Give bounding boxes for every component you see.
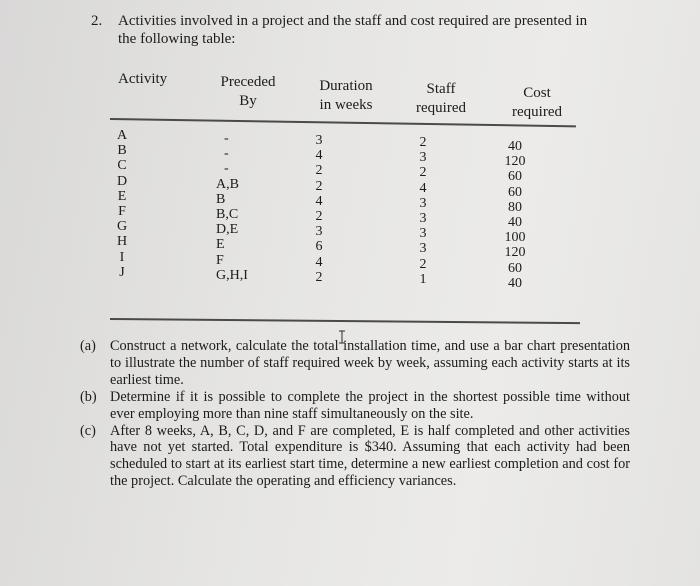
cost-cell: 60	[508, 184, 522, 200]
header-staff-line1: Staff	[426, 81, 456, 97]
cost-cell: 100	[504, 230, 526, 246]
header-preceded-by-line1: Preceded	[220, 74, 276, 90]
preceded-by-cell: -	[224, 131, 229, 146]
duration-cell: 3	[315, 224, 323, 240]
activity-cell: A	[116, 128, 128, 143]
activity-cell: J	[119, 264, 125, 280]
preceded-by-cell: G,H,I	[216, 267, 248, 283]
duration-cell: 4	[315, 254, 323, 270]
header-duration	[310, 77, 382, 115]
header-activity: Activity	[118, 71, 168, 87]
preceded-by-cell: A,B	[216, 176, 239, 192]
staff-cell: 2	[419, 135, 427, 150]
preceded-by-cell: D,E	[216, 222, 239, 238]
activity-cell: H	[116, 234, 128, 250]
header-staff-line2: required	[416, 100, 466, 116]
header-cost-line1: Cost	[523, 85, 551, 101]
part-c-label: (c)	[80, 422, 96, 439]
duration-cell: 6	[315, 239, 323, 255]
cost-cell: 40	[508, 275, 522, 291]
staff-cell: 1	[419, 271, 427, 287]
cost-cell: 80	[508, 199, 522, 215]
part-c	[80, 423, 630, 491]
duration-cell: 4	[315, 148, 323, 164]
preceded-by-cell: B	[216, 191, 226, 207]
part-a-text: Construct a network, calculate the total installation time, and use a bar chart presentation to illustrate the number of staff required week by week, assuming each activity starts at its earliest time.	[110, 338, 630, 388]
part-b-label: (b)	[80, 388, 97, 405]
cost-cell: 120	[504, 154, 526, 170]
duration-cell: 2	[315, 208, 323, 224]
activity-cell: G	[116, 219, 128, 235]
activity-cell: D	[116, 173, 128, 189]
part-b	[80, 389, 630, 423]
header-preceded-by	[212, 73, 284, 111]
cost-cell: 60	[508, 169, 522, 185]
preceded-by-cell: -	[224, 146, 229, 162]
header-staff	[406, 80, 476, 118]
question-parts	[80, 338, 630, 490]
duration-cell: 2	[315, 163, 323, 179]
activity-column	[110, 128, 134, 280]
staff-cell: 4	[419, 180, 427, 196]
cost-cell: 120	[504, 245, 526, 261]
table-footer-rule	[110, 318, 580, 324]
cost-cell: 40	[508, 214, 522, 230]
header-cost	[502, 84, 572, 122]
activity-cell: I	[119, 249, 125, 265]
part-b-text: Determine if it is possible to complete the project in the shortest possible time without ever employing more than nine staff simultaneously on the site.	[110, 388, 630, 422]
part-c-text: After 8 weeks, A, B, C, D, and F are completed, E is half completed and other activities have not yet started. Total expenditure is $340. Assuming that each activity had been scheduled to start at its earliest start time, determine a new earliest completion and cost for the project. Calculate the operating and efficiency variances.	[110, 422, 630, 490]
part-a	[80, 338, 630, 389]
preceded-by-column	[216, 131, 286, 283]
cost-cell: 40	[508, 139, 522, 154]
staff-cell: 3	[419, 210, 427, 226]
staff-cell: 3	[419, 226, 427, 242]
duration-column	[308, 133, 330, 285]
duration-cell: 4	[315, 193, 323, 209]
part-a-label: (a)	[80, 338, 96, 354]
activity-cell: C	[117, 158, 127, 174]
cost-column	[498, 139, 532, 291]
duration-cell: 2	[315, 178, 323, 194]
question-intro-line2: the following table:	[118, 31, 236, 47]
staff-cell: 3	[419, 195, 427, 211]
activity-cell: E	[117, 188, 127, 204]
header-duration-line1: Duration	[319, 78, 373, 94]
staff-cell: 3	[419, 150, 427, 166]
question-intro-line1: Activities involved in a project and the staff and cost required are presented in	[118, 13, 588, 29]
question-number: 2.	[91, 13, 103, 29]
preceded-by-cell: F	[216, 252, 224, 268]
header-duration-line2: in weeks	[319, 97, 373, 113]
staff-cell: 2	[419, 165, 427, 181]
duration-cell: 2	[315, 269, 323, 285]
cost-cell: 60	[508, 260, 522, 276]
header-preceded-by-line2: By	[239, 93, 257, 109]
preceded-by-cell: E	[216, 237, 225, 253]
staff-cell: 3	[419, 241, 427, 257]
header-cost-line2: required	[512, 104, 562, 120]
staff-column	[412, 135, 434, 287]
activity-cell: B	[117, 143, 127, 159]
duration-cell: 3	[315, 133, 323, 148]
staff-cell: 2	[419, 256, 427, 272]
preceded-by-cell: -	[224, 161, 229, 177]
activity-cell: F	[118, 203, 126, 219]
preceded-by-cell: B,C	[216, 206, 239, 222]
